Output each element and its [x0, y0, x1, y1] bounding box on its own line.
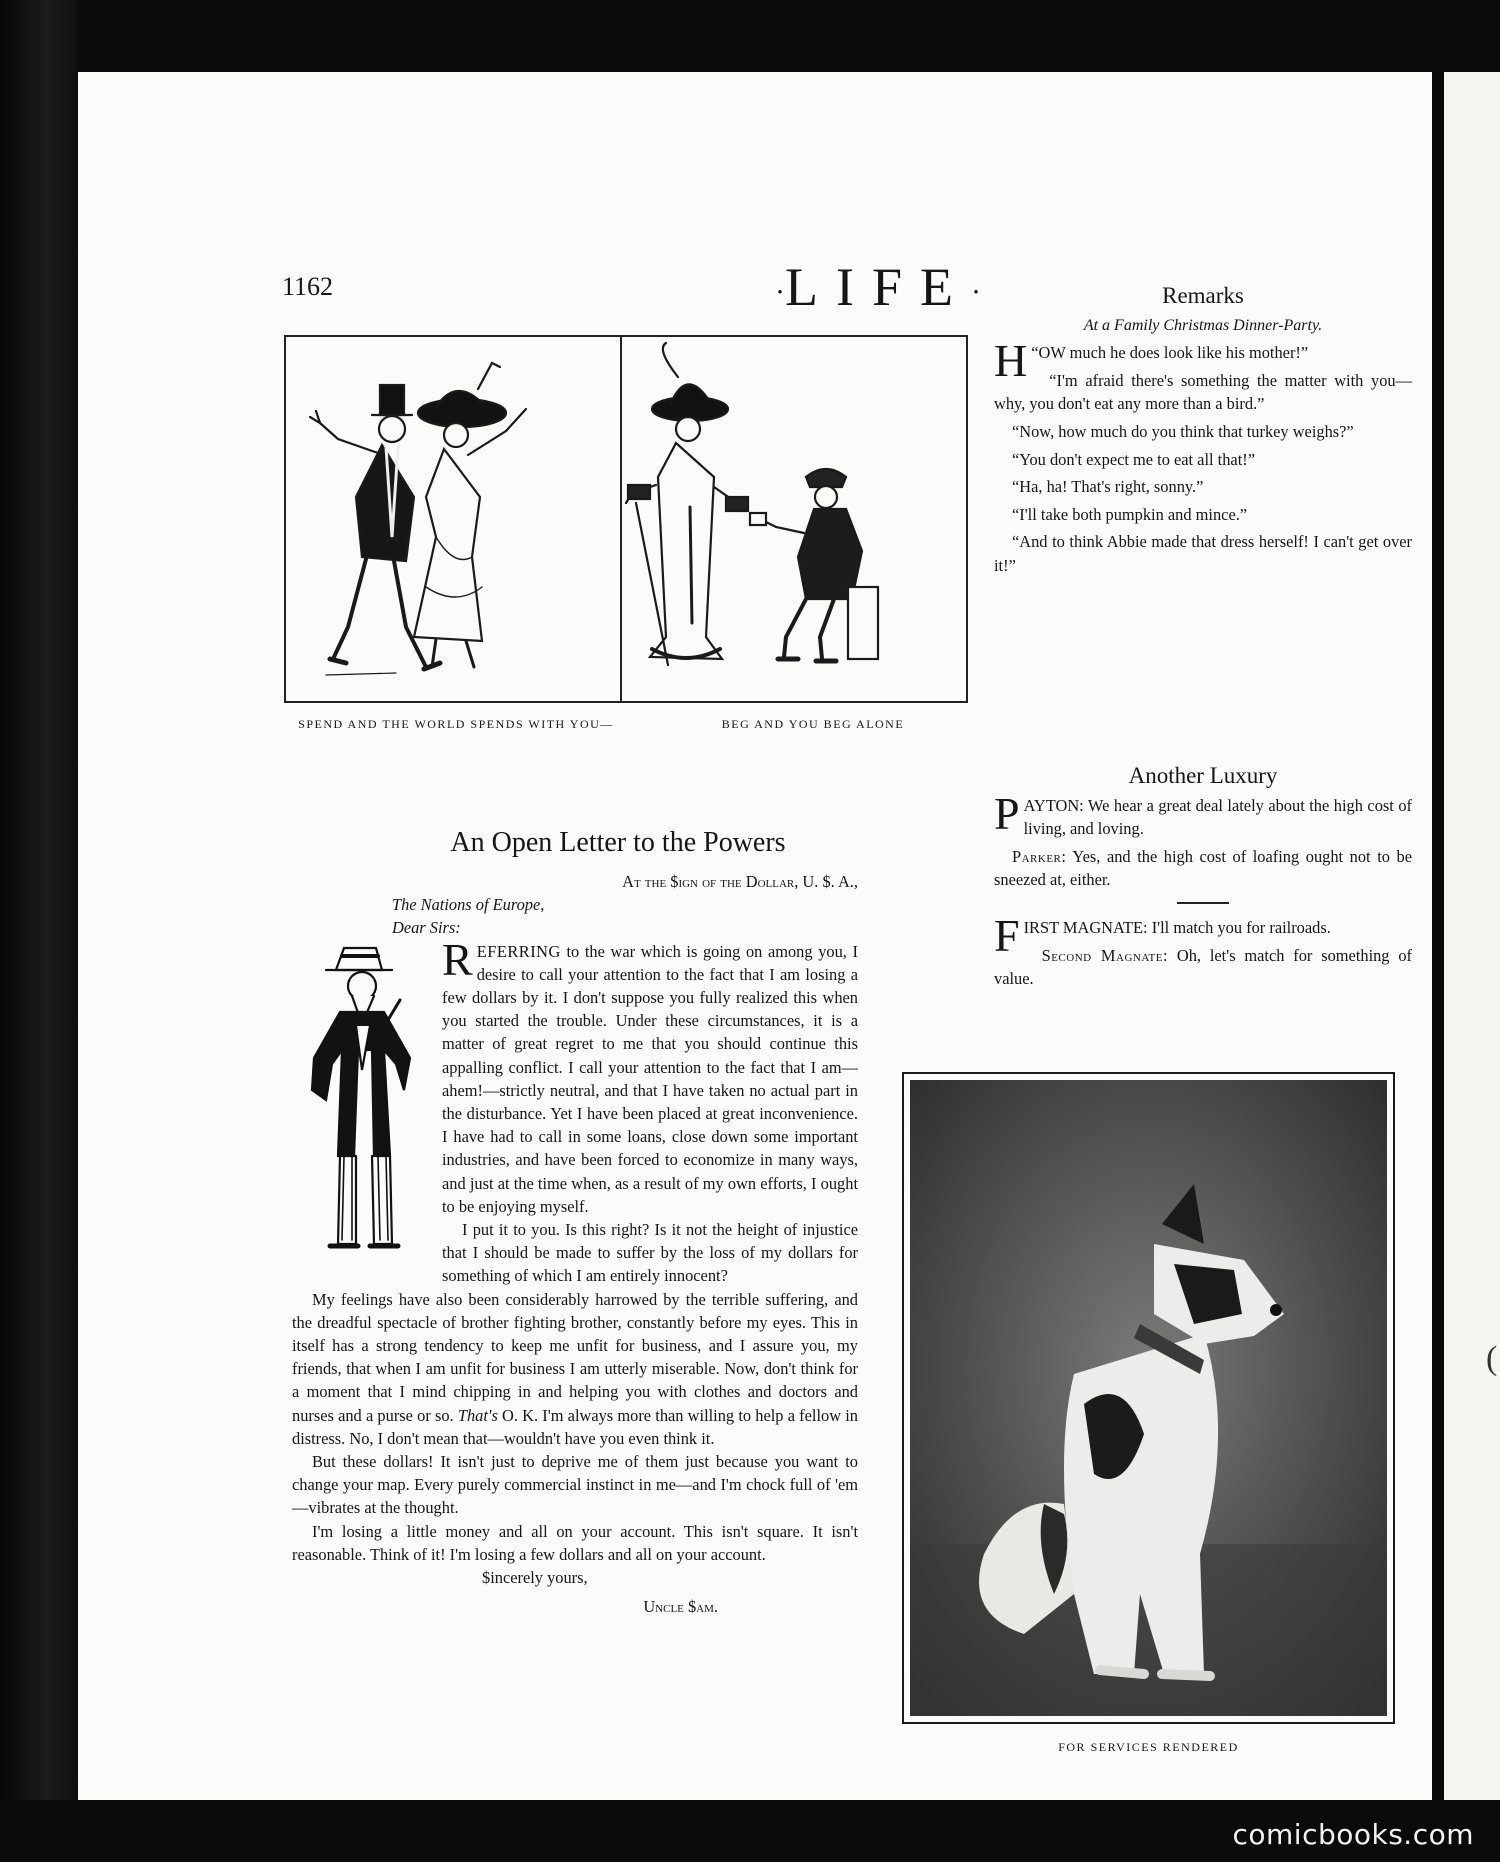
speaker-name: Second Magnate: — [1041, 945, 1169, 965]
remarks-quote: “Now, how much do you think that turkey weighs?” — [1012, 421, 1354, 441]
scan-border-left — [0, 0, 78, 1862]
quote-mark: “ — [1031, 343, 1039, 363]
dancing-woman-figure — [414, 363, 526, 667]
cartoon-caption-right: BEG AND YOU BEG ALONE — [721, 717, 905, 731]
dialogue-line — [994, 845, 1412, 892]
artist-signature — [326, 673, 396, 675]
speaker-name: AYTON: — [1023, 795, 1084, 815]
cartoon-caption-left: SPEND AND THE WORLD SPENDS WITH YOU— — [298, 717, 614, 731]
letter-title: An Open Letter to the Powers — [450, 827, 786, 858]
dialogue-text: Oh, let's match for something of value. — [994, 945, 1412, 989]
dog-picture — [902, 1072, 1395, 1724]
remarks-article — [994, 284, 1412, 582]
paragraph-text: to the war which is going on among you, I desire to call your attention to the fact that I am losing a few dollars by it. I don't suppose you fully realized this when you started the trouble. Under these circumstances, it is a matter of great regret to me that you should continue this appalling conflict. I call your attention to the fact that I am—ahem!—strictly neutral, and that I have taken no actual part in the disturbance. Yet I have been placed at great inconvenience. I have had to call in some loans, close down some important industries, and have been forced to economize in many ways, and just at the time when, as a result of my own efforts, I ought to be enjoying myself. — [442, 941, 858, 1216]
remarks-quote: “And to think Abbie made that dress herself! I can't get over it!” — [994, 532, 1412, 575]
open-letter-article — [292, 870, 858, 1619]
letter-paragraph: I'm losing a little money and all on your account. This isn't square. It isn't reasonable. Think of it! I'm losing a few dollars and all on your account. — [292, 1521, 858, 1564]
letter-addressee: The Nations of Europe, — [392, 895, 545, 915]
dialogue-line — [994, 944, 1412, 991]
letter-signature: Uncle $am. — [643, 1597, 718, 1617]
magazine-title: LIFE — [785, 257, 971, 317]
dialogue-line — [994, 787, 1412, 841]
site-watermark: comicbooks.com — [1232, 1818, 1474, 1851]
italic-word: That's — [457, 1405, 498, 1425]
beggar-figure — [750, 469, 878, 661]
quote-text: OW much he does look like his mother!” — [1038, 343, 1309, 363]
drop-cap: P — [994, 787, 1020, 839]
section-rule — [1177, 902, 1229, 904]
remarks-quote-first — [994, 335, 1412, 387]
remarks-quote: “You don't expect me to eat all that!” — [1012, 449, 1255, 469]
drop-cap: H — [994, 335, 1028, 387]
another-luxury-title: Another Luxury — [1128, 763, 1278, 788]
letter-salutation: Dear Sirs: — [392, 918, 461, 938]
remarks-title: Remarks — [1162, 283, 1244, 308]
first-word: EFERRING — [476, 941, 561, 961]
dialogue-text: Yes, and the high cost of loafing ought not to be sneezed at, either. — [994, 846, 1412, 890]
letter-paragraph: But these dollars! It isn't just to deprive me of them just because you want to change your map. Every purely commercial instinct in me—and I'm chock full of 'em—vibrates at the thought. — [292, 1452, 858, 1518]
letter-paragraph: I put it to you. Is this right? Is it not the height of injustice that I should be made to suffer by the loss of my dollars for something of which I am entirely innocent? — [442, 1220, 858, 1286]
page-gutter — [1432, 72, 1444, 1800]
dog-picture-caption: FOR SERVICES RENDERED — [1058, 1740, 1239, 1754]
masthead-dot-left: · — [775, 275, 785, 309]
remarks-quote: “I'll take both pumpkin and mince.” — [1012, 504, 1248, 524]
cartoon-panels — [284, 335, 968, 703]
letter-paragraph — [292, 1288, 858, 1450]
remarks-quote: “Ha, ha! That's right, sonny.” — [1012, 477, 1204, 497]
another-luxury-article — [994, 764, 1412, 995]
paragraph-text: My feelings have also been considerably harrowed by the terrible suffering, and the dreadful spectacle of brother fighting brother, constantly before my eyes. This in itself has a strong tendency to keep me unfit for business, and I assure you, my friends, that when I am unfit for business I am utterly miserable. Now, don't think for a moment that I mind chipping in and helping you with clothes and doctors and nurses and a purse or so. — [292, 1289, 858, 1425]
letter-dateline: At the $ign of the Dollar, U. $. A., — [622, 872, 858, 891]
remarks-subtitle: At a Family Christmas Dinner-Party. — [1083, 316, 1323, 334]
dialogue-text: We hear a great deal lately about the high cost of living, and loving. — [1023, 795, 1412, 839]
letter-closing: $incerely yours, — [482, 1568, 588, 1588]
adjacent-page-mark: ( — [1486, 1340, 1498, 1377]
paragraph-text: O. K. I'm always more than willing to help a fellow in distress. No, I don't mean that—wouldn't have you even think it. — [292, 1405, 858, 1448]
elegant-woman-figure — [626, 343, 748, 665]
dialogue-text: I'll match you for railroads. — [1147, 917, 1331, 937]
adjacent-page-edge — [1444, 72, 1500, 1800]
uncle-sam-illustration — [292, 940, 430, 1268]
remarks-quote: “I'm afraid there's something the matter with you—why, you don't eat any more than a bird.” — [994, 370, 1412, 414]
dog-illustration — [904, 1074, 1393, 1722]
drop-cap: F — [994, 909, 1020, 961]
cartoon-illustration — [286, 337, 966, 701]
masthead-dot-right: · — [971, 275, 981, 309]
speaker-name: Parker: — [1012, 846, 1067, 866]
scan-border-top — [0, 0, 1500, 72]
drop-cap: R — [442, 933, 473, 985]
speaker-name: IRST MAGNATE: — [1023, 917, 1148, 937]
magazine-page — [78, 72, 1433, 1800]
page-number: 1162 — [282, 272, 334, 301]
